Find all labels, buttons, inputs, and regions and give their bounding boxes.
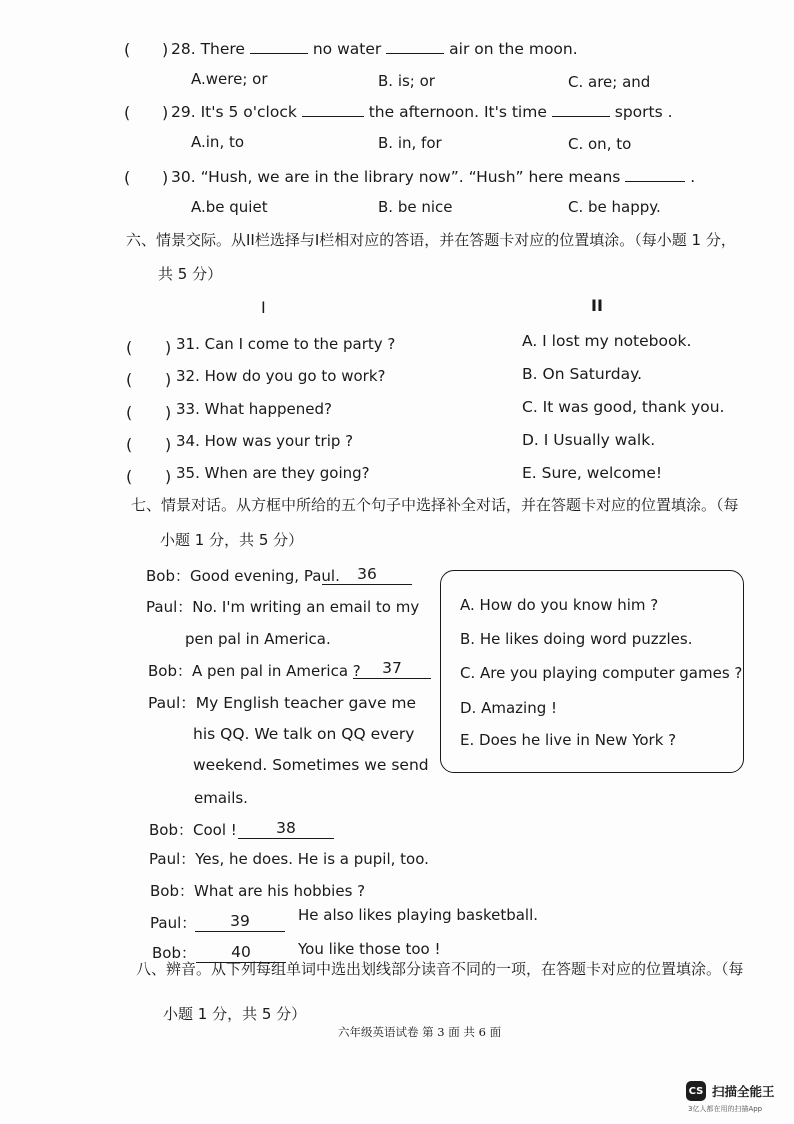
dialogue-speaker: Paul：	[150, 914, 197, 932]
question-30-stem: 30. “Hush, we are in the library now”. “Hush” here means	[171, 168, 621, 186]
question-30	[171, 168, 695, 186]
answer-paren-open: (	[124, 40, 131, 59]
answer-option-e: E. Sure, welcome!	[522, 464, 663, 482]
blank-37: 37	[353, 660, 431, 679]
question-28	[171, 40, 578, 58]
dialogue-line: pen pal in America.	[185, 630, 331, 648]
option-b: B. be nice	[378, 198, 453, 216]
question-29-mid: the afternoon. It's time	[368, 103, 547, 121]
column-i-header: I	[261, 298, 266, 317]
question-31: 31. Can I come to the party ?	[176, 335, 396, 353]
box-option-e: E. Does he live in New York ?	[460, 731, 677, 749]
section-6-title: 六、情景交际。从II栏选择与I栏相对应的答语，并在答题卡对应的位置填涂。（每小题 1 分，	[126, 231, 736, 249]
answer-paren-close: )	[165, 338, 172, 357]
question-34: 34. How was your trip ?	[176, 432, 354, 450]
answer-paren-open: (	[126, 370, 133, 389]
answer-option-a: A. I lost my notebook.	[522, 332, 692, 350]
question-29-stem: 29. It's 5 o'clock	[171, 103, 297, 121]
dialogue-line: Bob：Cool !	[149, 821, 237, 839]
box-option-b: B. He likes doing word puzzles.	[460, 630, 693, 648]
column-ii-header: II	[591, 296, 603, 315]
answer-paren-open: (	[124, 103, 131, 122]
box-option-c: C. Are you playing computer games ?	[460, 664, 743, 682]
option-c: C. are; and	[568, 73, 651, 91]
section-7-title: 七、情景对话。从方框中所给的五个句子中选择补全对话，并在答题卡对应的位置填涂。（每	[131, 496, 739, 514]
dialogue-line: You like those too !	[298, 940, 441, 958]
dialogue-line: He also likes playing basketball.	[298, 906, 539, 924]
dialogue-line: weekend. Sometimes we send	[193, 756, 429, 774]
blank	[386, 40, 444, 54]
dialogue-line: his QQ. We talk on QQ every	[193, 725, 415, 743]
question-35: 35. When are they going?	[176, 464, 370, 482]
section-8-title: 八、辨音。从下列每组单词中选出划线部分读音不同的一项，在答题卡对应的位置填涂。（每	[136, 960, 744, 978]
section-6-title-cont: 共 5 分）	[158, 265, 223, 283]
blank-40: 40	[196, 944, 286, 963]
dialogue-line: Bob：What are his hobbies ?	[150, 882, 366, 900]
box-option-d: D. Amazing !	[460, 699, 558, 717]
answer-option-d: D. I Usually walk.	[522, 431, 656, 449]
blank	[250, 40, 308, 54]
answer-paren-open: (	[126, 338, 133, 357]
camscanner-logo-icon: CS	[686, 1081, 706, 1101]
option-a: A.were; or	[191, 70, 268, 88]
option-b: B. in, for	[378, 134, 442, 152]
option-c: C. be happy.	[568, 198, 661, 216]
dialogue-line: emails.	[194, 789, 248, 807]
answer-paren-open: (	[126, 435, 133, 454]
watermark-subtitle: 3亿人都在用的扫描App	[688, 1105, 763, 1113]
question-33: 33. What happened?	[176, 400, 332, 418]
answer-paren-open: (	[126, 403, 133, 422]
answer-paren-close: )	[165, 403, 172, 422]
option-c: C. on, to	[568, 135, 632, 153]
answer-option-c: C. It was good, thank you.	[522, 398, 725, 416]
dialogue-line: Paul：My English teacher gave me	[148, 694, 417, 712]
answer-paren-close: )	[165, 435, 172, 454]
page-footer: 六年级英语试卷 第 3 面 共 6 面	[338, 1025, 502, 1039]
dialogue-line: Bob：A pen pal in America ?	[148, 662, 361, 680]
answer-paren-close: )	[162, 40, 169, 59]
section-8-title-cont: 小题 1 分，共 5 分）	[163, 1005, 307, 1023]
option-a: A.be quiet	[191, 198, 268, 216]
dialogue-line: Bob：Good evening, Paul.	[146, 567, 340, 585]
answer-paren-open: (	[126, 467, 133, 486]
blank-36: 36	[322, 566, 412, 585]
answer-paren-open: (	[124, 168, 131, 187]
watermark-title: 扫描全能王	[712, 1084, 775, 1099]
question-28-mid: no water	[312, 40, 382, 58]
box-option-a: A. How do you know him ?	[460, 596, 659, 614]
option-a: A.in, to	[191, 133, 245, 151]
blank-38: 38	[238, 820, 334, 839]
dialogue-speaker: Bob：	[152, 944, 196, 962]
question-28-end: air on the moon.	[449, 40, 578, 58]
question-29-end: sports .	[614, 103, 673, 121]
blank	[552, 103, 610, 117]
option-b: B. is; or	[378, 72, 435, 90]
blank	[625, 168, 685, 182]
section-7-title-cont: 小题 1 分，共 5 分）	[160, 531, 304, 549]
answer-paren-close: )	[165, 370, 172, 389]
answer-paren-close: )	[162, 168, 169, 187]
answer-option-b: B. On Saturday.	[522, 365, 643, 383]
question-32: 32. How do you go to work?	[176, 367, 386, 385]
answer-paren-close: )	[162, 103, 169, 122]
question-30-end: .	[690, 168, 696, 186]
question-29	[171, 103, 673, 121]
dialogue-line: Paul：Yes, he does. He is a pupil, too.	[149, 850, 429, 868]
blank	[302, 103, 364, 117]
blank-39: 39	[195, 913, 285, 932]
answer-paren-close: )	[165, 467, 172, 486]
question-28-stem: 28. There	[171, 40, 245, 58]
dialogue-line: Paul：No. I'm writing an email to my	[146, 598, 420, 616]
